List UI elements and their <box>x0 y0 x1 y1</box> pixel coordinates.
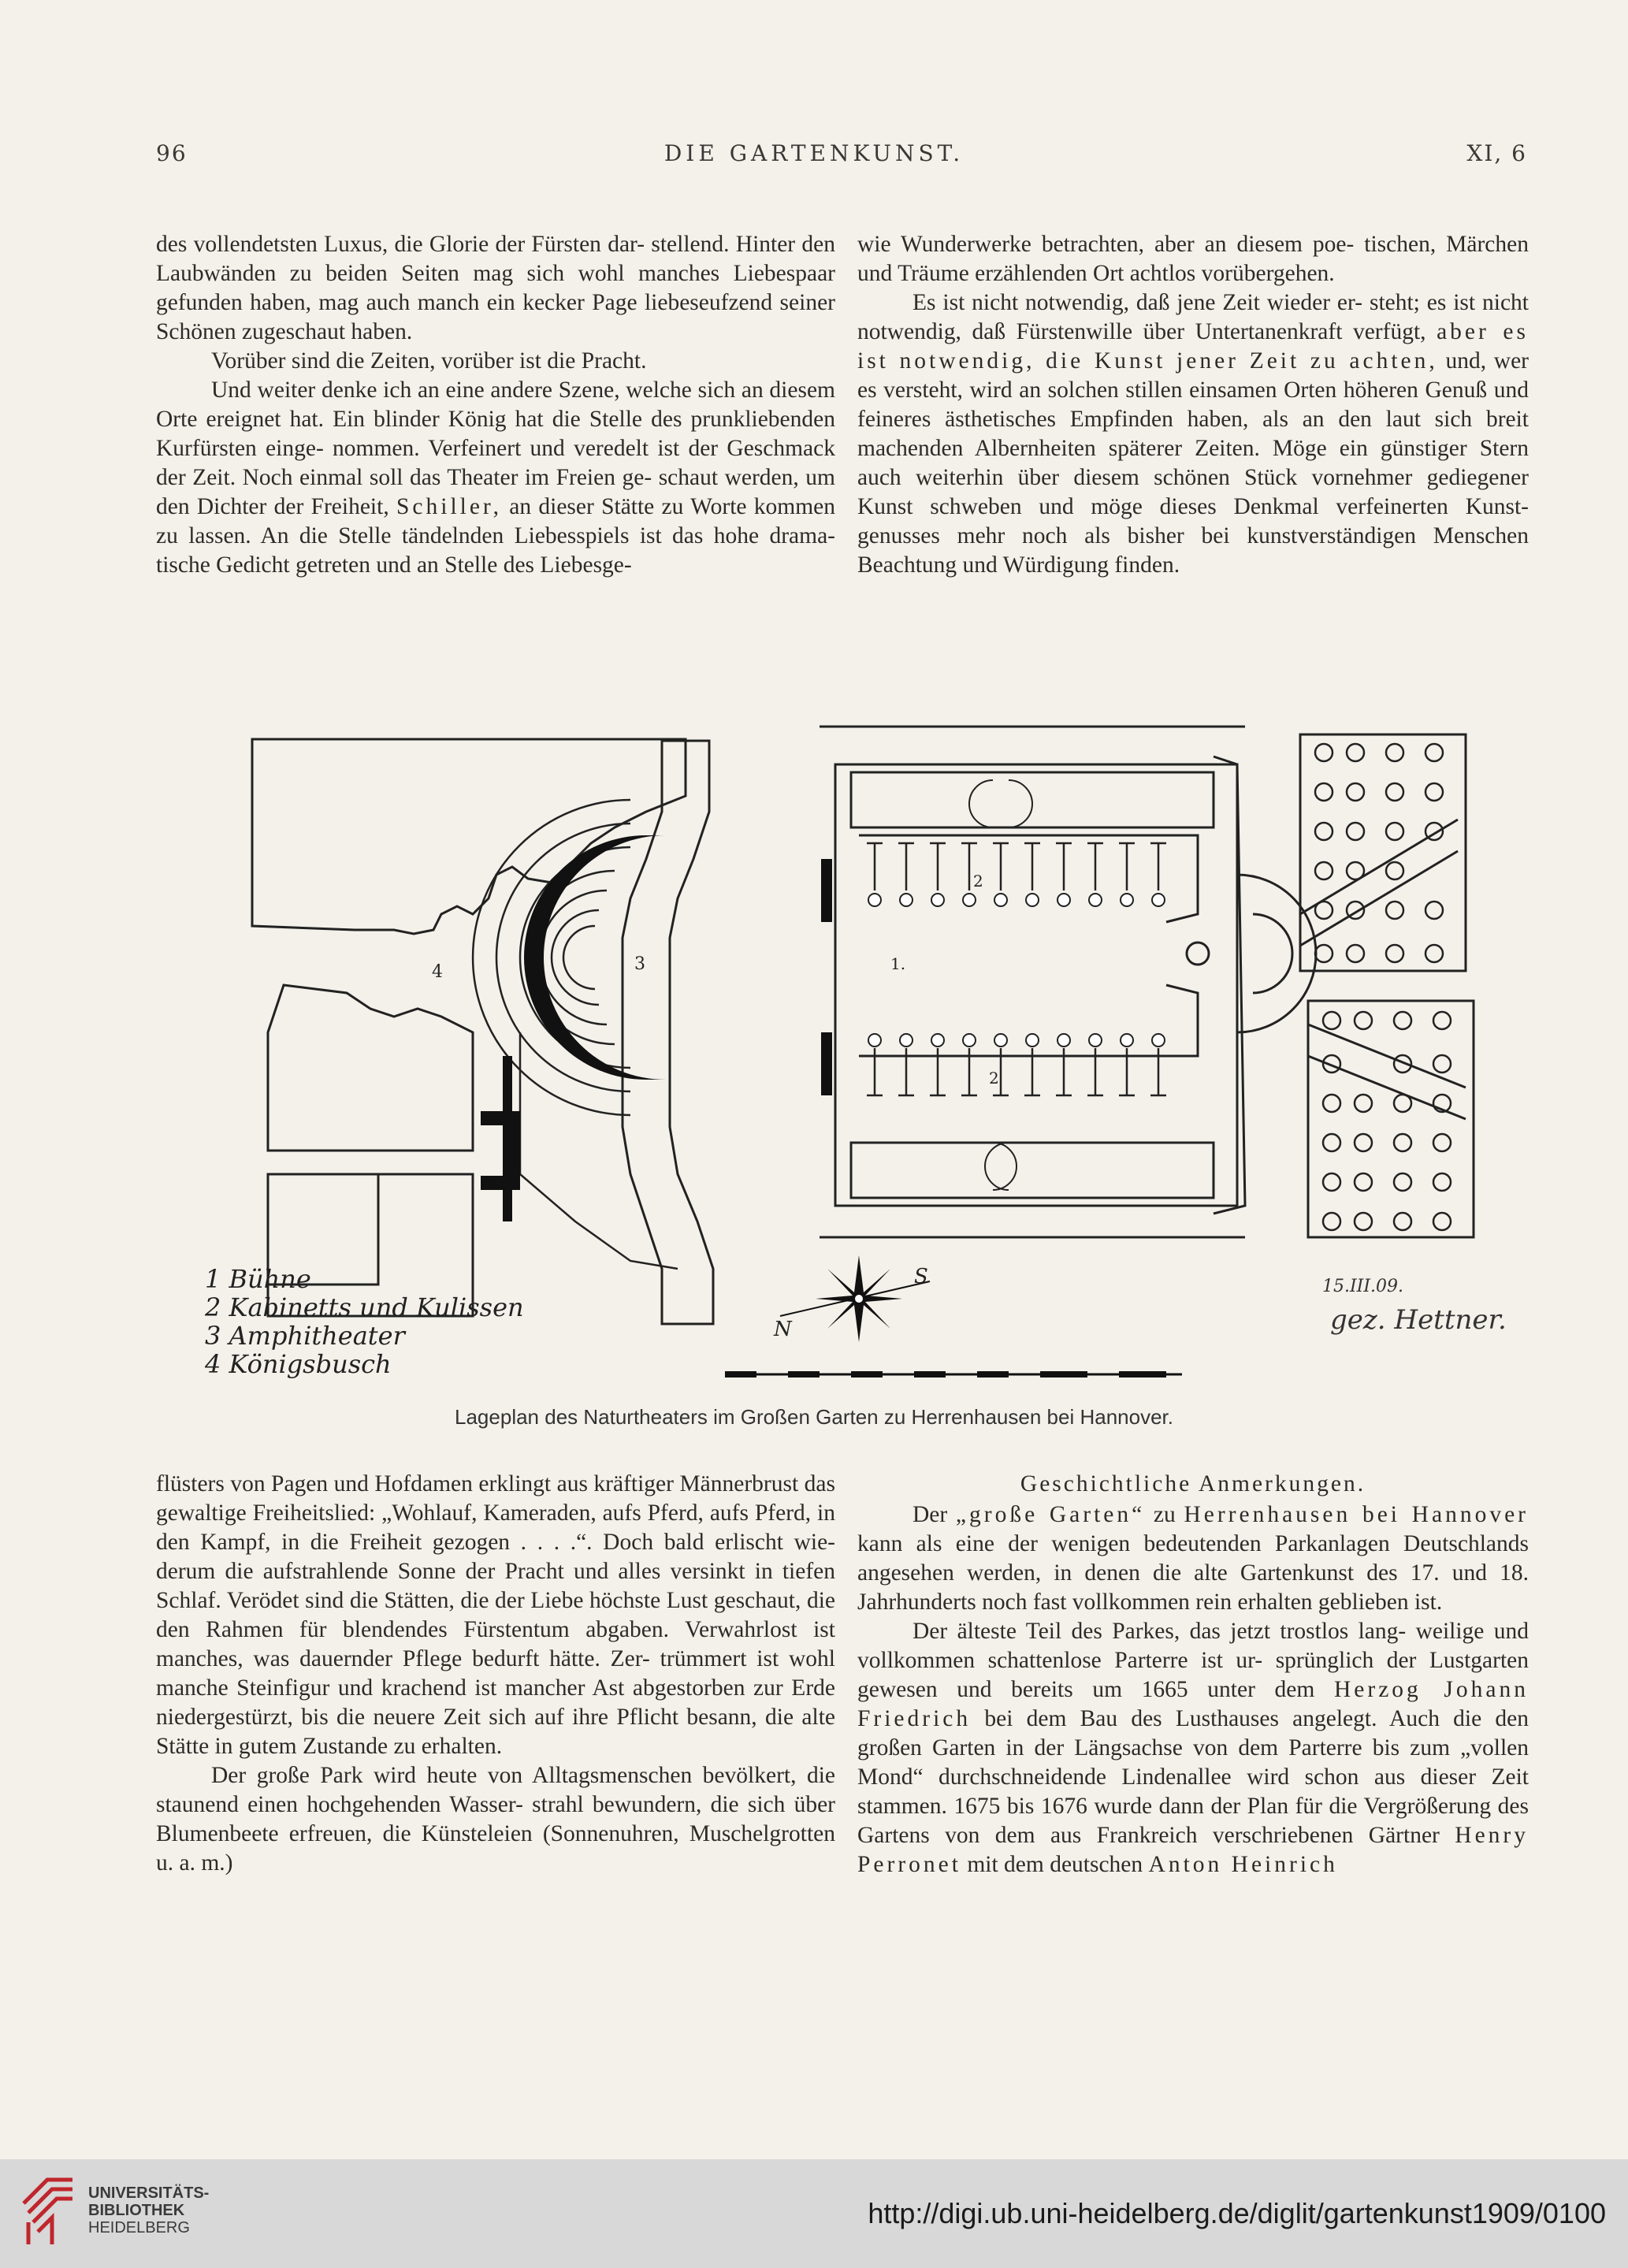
text-column-bottom-left <box>156 1470 835 1878</box>
compass-rose-icon <box>780 1255 930 1342</box>
paragraph: Vorüber sind die Zeiten, vorüber ist die Pracht. <box>211 348 647 374</box>
spaced-name: „große Garten“ <box>955 1502 1146 1527</box>
library-name-line: UNIVERSITÄTS- <box>88 2184 210 2202</box>
legend-item: 3 Amphitheater <box>205 1321 405 1351</box>
plan-label: 2 <box>973 872 983 890</box>
plan-legend <box>205 1265 524 1378</box>
tree-grid-upper <box>1315 744 1443 962</box>
text-run: Der <box>912 1502 948 1527</box>
paragraph <box>857 1500 1529 1617</box>
paragraph <box>156 376 835 580</box>
text-column-bottom-right <box>857 1470 1529 1879</box>
compass-north-label: N <box>774 1318 792 1341</box>
paragraph: flüsters von Pagen und Hofdamen erklingt aus kräftiger Männerbrust das gewaltige Freiheitslied: „Wohlauf, Kameraden, aufs Pferd, aufs Pferd, in den Kampf, in die Freiheit gezogen . . . .“. Doch bald erlischt wie- derum die aufstrahlende Sonne der Pracht und alles versinkt in tiefen Schlaf. Verödet sind die Stätten, die der Liebe höchste Lust geschaut, die den Rahmen für blendendes Fürstentum abgaben. Verwahrlost ist manches, was dauernder Pflege bedurft hätte. Zer- trümmert ist wohl manche Steinfigur und krachend ist mancher Ast abgestorben zur Erde niedergestürzt, bis die neuere Zeit sich auf ihre Pflicht besann, die alte Stätte in gutem Zustande zu erhalten. <box>156 1471 835 1759</box>
legend-item: 1 Bühne <box>205 1264 311 1294</box>
text-run: an dieser Stätte zu Worte kommen zu lassen. An die Stelle tändelnden Liebesspiels ist das hohe drama- tische Gedicht getreten und an Stelle des Liebesge- <box>156 494 836 578</box>
text-column-top-left <box>156 230 835 580</box>
page-number: 96 <box>156 140 188 166</box>
spaced-name: Schiller, <box>396 494 502 519</box>
text-run: und, wer es versteht, wird an solchen stillen einsamen Orten höheren Genuß und feineres ästhetisches Empfinden haben, als an den laut sich breit machenden Albernheiten späterer Zeiten. Möge ein günstiger Stern auch weiterhin über diesem schönen Stück vornehmer gediegener Kunst schweben und möge dieses Denkmal verfeinerten Kunst- genusses mehr noch als bisher bei kunstverständigen Menschen Beachtung und Würdigung finden. <box>857 348 1529 578</box>
spaced-name: Henry Perronet <box>857 1823 1530 1877</box>
plan-label: 4 <box>432 962 443 982</box>
library-name-line: HEIDELBERG <box>88 2219 190 2236</box>
text-run: zu <box>1153 1502 1176 1527</box>
text-column-top-right <box>857 230 1529 580</box>
tree-grid-lower <box>1323 1012 1451 1230</box>
figure-caption: Lageplan des Naturtheaters im Großen Garten zu Herrenhausen bei Hannover. <box>455 1405 1173 1429</box>
scale-bar <box>725 1371 1182 1378</box>
paragraph: Der große Park wird heute von Alltagsmenschen bevölkert, die staunend einen hochgehenden Wasser- strahl bewundern, die sich über Blumenbeete erfreuen, die Künsteleien (Sonnenuhren, Muschelgrotten u. a. m.) <box>156 1763 835 1876</box>
text-run: Es ist nicht notwendig, daß jene Zeit wieder er- steht; es ist nicht notwendig, daß Fürstenwille über Untertanenkraft verfügt, <box>857 290 1529 344</box>
plan-label: 1. <box>890 954 906 973</box>
plan-date: 15.III.09. <box>1322 1277 1404 1296</box>
plan-label: 3 <box>634 954 645 974</box>
library-name <box>88 2184 209 2236</box>
text-run: Der älteste Teil des Parkes, das jetzt trostlos lang- weilige und vollkommen schattenlose Parterre ist ur- sprünglich der Lustgarten gewesen und bereits um 1665 unter dem <box>857 1619 1529 1702</box>
spaced-name: Herzog Johann Friedrich <box>857 1677 1530 1731</box>
paragraph: wie Wunderwerke betrachten, aber an diesem poe- tischen, Märchen und Träume erzählenden Ort achtlos vorübergehen. <box>857 232 1529 286</box>
running-title: DIE GARTENKUNST. <box>663 140 965 166</box>
spaced-name: Anton Heinrich <box>1148 1852 1338 1877</box>
text-run: bei dem Bau des Lusthauses angelegt. Auch die den großen Garten in der Längsachse von dem Parterre bis zum „vollen Mond“ durchschneidende Lindenallee wird schon aus dieser Zeit stammen. 1675 bis 1676 wurde dann der Plan für die Vergrößerung des Gartens von dem aus Frankreich verschriebenen Gärtner <box>857 1706 1530 1848</box>
text-run: mit dem deutschen <box>967 1852 1143 1877</box>
compass-south-label: S <box>914 1265 928 1288</box>
legend-item: 4 Königsbusch <box>205 1349 392 1379</box>
paragraph: des vollendetsten Luxus, die Glorie der Fürsten dar- stellend. Hinter den Laubwänden zu beiden Seiten mag sich wohl manches Liebespaar gefunden haben, mag auch manch ein kecker Page liebeseufzend seiner Schönen zugeschaut haben. <box>156 232 835 344</box>
text-run: Und weiter denke ich an eine andere Szene, welche sich an diesem Orte ereignet hat. Ein blinder König hat die Stelle des prunkliebenden Kurfürsten einge- nommen. Verfeinert und veredelt ist der Geschmack der Zeit. Noch einmal soll das Theater im Freien ge- schaut werden, um den Dichter der Freiheit, <box>156 377 835 519</box>
section-heading: Geschichtliche Anmerkungen. <box>1020 1471 1366 1497</box>
source-url-link[interactable]: http://digi.ub.uni-heidelberg.de/diglit/gartenkunst1909/0100 <box>868 2197 1606 2229</box>
paragraph <box>857 1617 1529 1879</box>
text-run: kann als eine der wenigen bedeutenden Parkanlagen Deutschlands angesehen werden, in denen die alte Gartenkunst des 17. und 18. Jahrhunderts noch fast vollkommen rein erhalten geblieben ist. <box>857 1531 1529 1615</box>
plan-signature: gez. Hettner. <box>1330 1304 1507 1336</box>
university-library-logo-icon <box>17 2172 79 2251</box>
plan-label: 2 <box>989 1069 999 1088</box>
legend-item: 2 Kabinetts und Kulissen <box>205 1292 524 1322</box>
issue-number: XI, 6 <box>1466 140 1527 166</box>
kulissen-upper <box>867 843 1166 890</box>
spaced-emphasis: aber es ist notwendig, die Kunst jener Zeit zu achten, <box>857 319 1529 374</box>
paragraph <box>857 288 1529 580</box>
library-name-line: BIBLIOTHEK <box>88 2202 185 2219</box>
spaced-name: Herrenhausen bei Hannover <box>1184 1502 1529 1527</box>
